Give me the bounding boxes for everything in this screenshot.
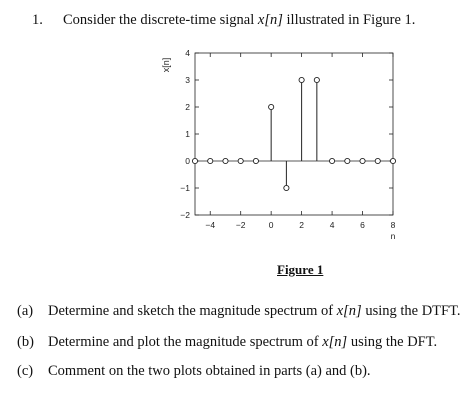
part-b-post: using the DFT.	[347, 334, 438, 350]
stem-marker	[253, 158, 258, 163]
stem-marker	[329, 158, 334, 163]
stem-marker	[284, 185, 289, 190]
stem-marker	[223, 158, 228, 163]
part-a-pre: Determine and sketch the magnitude spectrum of	[48, 303, 337, 319]
part-a-post: using the DTFT.	[361, 303, 461, 319]
stem-marker	[375, 158, 380, 163]
y-tick-label: 3	[185, 75, 190, 85]
stem-marker	[314, 77, 319, 82]
stem-marker	[390, 158, 395, 163]
part-a-text	[48, 303, 461, 320]
figure-caption: Figure 1	[277, 262, 324, 277]
x-tick-label: 0	[268, 220, 274, 230]
x-tick-label: 8	[390, 220, 396, 230]
stem-marker	[299, 77, 304, 82]
plot-frame	[195, 53, 393, 215]
y-tick-label: 2	[185, 102, 190, 112]
question-number: 1.	[32, 12, 43, 28]
stem-marker	[238, 158, 243, 163]
part-b-text	[48, 334, 437, 351]
stem-marker	[192, 158, 197, 163]
x-tick-label: 6	[360, 220, 365, 230]
stem-marker	[345, 158, 350, 163]
y-tick-label: 1	[185, 129, 190, 139]
x-tick-label: −4	[205, 220, 216, 230]
y-axis-label: x[n]	[161, 57, 171, 73]
question-text-pre: Consider the discrete-time signal	[63, 12, 258, 28]
y-tick-label: −2	[180, 210, 190, 220]
part-b-signal: x[n]	[322, 334, 348, 350]
x-tick-label: −2	[235, 220, 246, 230]
stem-marker	[208, 158, 213, 163]
y-tick-label: 4	[185, 48, 190, 58]
plot-area	[161, 48, 396, 241]
part-b-label: (b)	[17, 334, 34, 350]
part-c-pre: Comment on the two plots obtained in parts (a) and (b).	[48, 363, 371, 379]
part-a-signal: x[n]	[336, 303, 362, 319]
y-tick-label: 0	[185, 156, 190, 166]
part-a-label: (a)	[17, 303, 34, 319]
x-tick-label: 2	[299, 220, 304, 230]
question-signal: x[n]	[257, 12, 283, 28]
question-text-post: illustrated in Figure 1.	[282, 12, 416, 28]
part-b-pre: Determine and plot the magnitude spectrum of	[48, 334, 323, 350]
x-axis-label: n	[390, 231, 396, 241]
stem-plot	[155, 45, 405, 245]
part-c-text	[48, 363, 371, 380]
x-tick-label: 4	[329, 220, 335, 230]
stem-marker	[360, 158, 365, 163]
part-c-label: (c)	[17, 363, 34, 379]
stem-marker	[269, 104, 274, 109]
y-tick-label: −1	[180, 183, 190, 193]
question-text	[63, 12, 415, 29]
